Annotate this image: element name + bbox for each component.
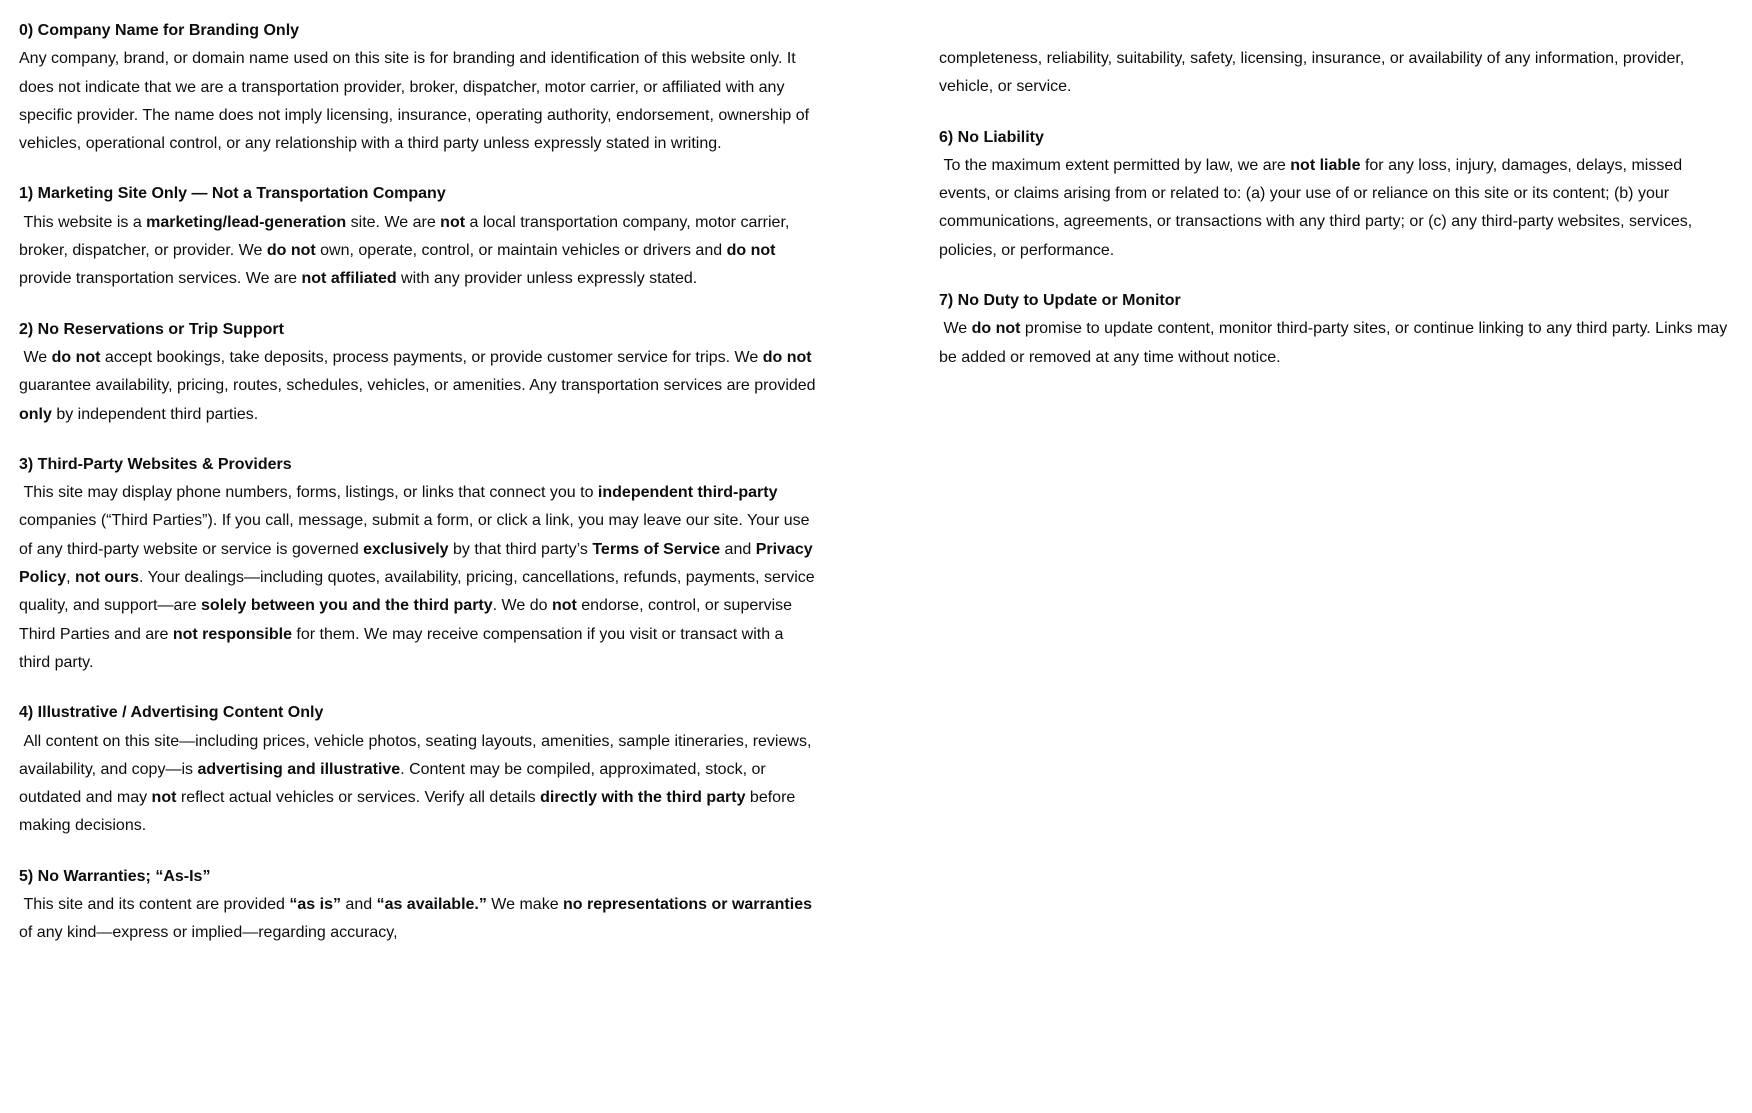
text-run: We <box>939 320 972 338</box>
text-run: We <box>19 348 52 366</box>
bold-text-run: do not <box>971 320 1021 338</box>
text-run: with any provider unless expressly stated. <box>396 270 698 288</box>
bold-text-run: “as available.” <box>376 896 487 914</box>
left-column <box>19 17 817 948</box>
bold-text-run: do not <box>266 242 316 260</box>
bold-text-run: do not <box>762 348 812 366</box>
section-heading: 6) No Liability <box>939 128 1044 146</box>
text-run: reflect actual vehicles or services. Verify all details <box>176 789 541 807</box>
text-run: , <box>66 569 76 587</box>
text-run: promise to update content, monitor third-party sites, or continue linking to any third party. Links may be added or removed at any time without notice. <box>939 320 1728 366</box>
bold-text-run: Privacy Policy <box>19 540 813 587</box>
text-run: Any company, brand, or domain name used on this site is for branding and identification of this website only. It does not indicate that we are a transportation provider, broker, dispatcher, motor carrier, or affiliated with any specific provider. The name does not imply licensing, insurance, operating authority, endorsement, ownership of vehicles, operational control, or any relationship with a third party unless expressly stated in writing. <box>19 50 810 153</box>
bold-text-run: not <box>151 789 177 807</box>
text-run: provide transportation services. We are <box>19 270 302 288</box>
section-body <box>19 344 817 429</box>
bold-text-run: marketing/lead-generation <box>146 213 347 231</box>
text-run: companies (“Third Parties”). If you call, message, submit a form, or click a link, you may leave our site. Your use of any third-party website or service is governed <box>19 512 810 558</box>
bold-text-run: independent third-party <box>597 484 778 502</box>
section-heading: 1) Marketing Site Only — Not a Transportation Company <box>19 185 446 203</box>
text-run: . Your dealings—including quotes, availability, pricing, cancellations, refunds, payments, service quality, and support—are <box>19 569 815 615</box>
bold-text-run: not liable <box>1290 156 1361 174</box>
section-body <box>19 479 817 677</box>
bold-text-run: not ours <box>75 569 140 587</box>
text-run: for any loss, injury, damages, delays, missed events, or claims arising from or related to: (a) your use of or reliance on this site or its content; (b) your communications, agreements, or transactions with any third party; or (c) any third-party websites, services, policies, or performance. <box>939 156 1693 259</box>
section-heading: 3) Third-Party Websites & Providers <box>19 455 292 473</box>
text-run: All content on this site—including prices, vehicle photos, seating layouts, amenities, sample itineraries, reviews, availability, and copy—is <box>19 732 812 778</box>
section-body <box>19 728 817 841</box>
text-run: site. We are <box>346 213 441 231</box>
section-heading: 2) No Reservations or Trip Support <box>19 320 284 338</box>
text-run: by independent third parties. <box>51 405 259 423</box>
section-body <box>939 152 1737 265</box>
text-run: This website is a <box>19 213 147 231</box>
disclaimer-section <box>939 45 1737 102</box>
text-run: . We do <box>492 597 552 615</box>
section-body <box>19 209 817 294</box>
disclaimer-section <box>19 451 817 677</box>
bold-text-run: not responsible <box>172 625 292 643</box>
section-body <box>939 315 1737 372</box>
right-column <box>939 45 1737 372</box>
section-heading: 4) Illustrative / Advertising Content Only <box>19 704 324 722</box>
disclaimer-section <box>19 863 817 948</box>
bold-text-run: directly with the third party <box>540 789 746 807</box>
text-run: and <box>340 896 377 914</box>
text-run: We make <box>486 896 564 914</box>
bold-text-run: Terms of Service <box>592 540 721 558</box>
bold-text-run: do not <box>51 348 101 366</box>
text-run: by that third party’s <box>448 540 593 558</box>
text-run: accept bookings, take deposits, process payments, or provide customer service for trips. We <box>100 348 763 366</box>
bold-text-run: exclusively <box>363 540 449 558</box>
disclaimer-section <box>939 287 1737 372</box>
bold-text-run: not <box>440 213 466 231</box>
bold-text-run: no representations or warranties <box>563 896 812 914</box>
text-run: before making decisions. <box>19 789 796 835</box>
disclaimer-section <box>19 699 817 840</box>
text-run: endorse, control, or supervise Third Parties and are <box>19 597 793 643</box>
text-run: for them. We may receive compensation if you visit or transact with a third party. <box>19 625 784 671</box>
bold-text-run: only <box>19 405 52 423</box>
text-run: This site may display phone numbers, forms, listings, or links that connect you to <box>19 484 598 502</box>
disclaimer-section <box>19 316 817 429</box>
text-run: completeness, reliability, suitability, safety, licensing, insurance, or availability of any information, provider, vehicle, or service. <box>939 50 1685 96</box>
text-run: and <box>720 540 756 558</box>
section-body <box>19 45 817 158</box>
bold-text-run: not affiliated <box>301 270 397 288</box>
section-body <box>939 45 1737 102</box>
bold-text-run: do not <box>726 242 776 260</box>
text-run: guarantee availability, pricing, routes, schedules, vehicles, or amenities. Any transportation services are provided <box>19 377 816 395</box>
text-run: To the maximum extent permitted by law, we are <box>939 156 1291 174</box>
disclaimer-section <box>19 17 817 158</box>
section-heading: 0) Company Name for Branding Only <box>19 22 300 39</box>
bold-text-run: “as is” <box>289 896 341 914</box>
section-heading: 7) No Duty to Update or Monitor <box>939 292 1181 310</box>
text-run: . Content may be compiled, approximated, stock, or outdated and may <box>19 760 766 807</box>
bold-text-run: advertising and illustrative <box>197 760 401 778</box>
bold-text-run: solely between you and the third party <box>201 597 493 615</box>
section-body <box>19 891 817 948</box>
text-run: own, operate, control, or maintain vehicles or drivers and <box>315 242 727 260</box>
text-run: This site and its content are provided <box>19 896 290 914</box>
disclaimer-section <box>939 124 1737 265</box>
text-run: of any kind—express or implied—regarding accuracy, <box>19 924 398 942</box>
section-heading: 5) No Warranties; “As-Is” <box>19 867 211 885</box>
disclaimer-section <box>19 180 817 293</box>
bold-text-run: not <box>551 597 577 615</box>
text-run: a local transportation company, motor carrier, broker, dispatcher, or provider. We <box>19 213 790 260</box>
